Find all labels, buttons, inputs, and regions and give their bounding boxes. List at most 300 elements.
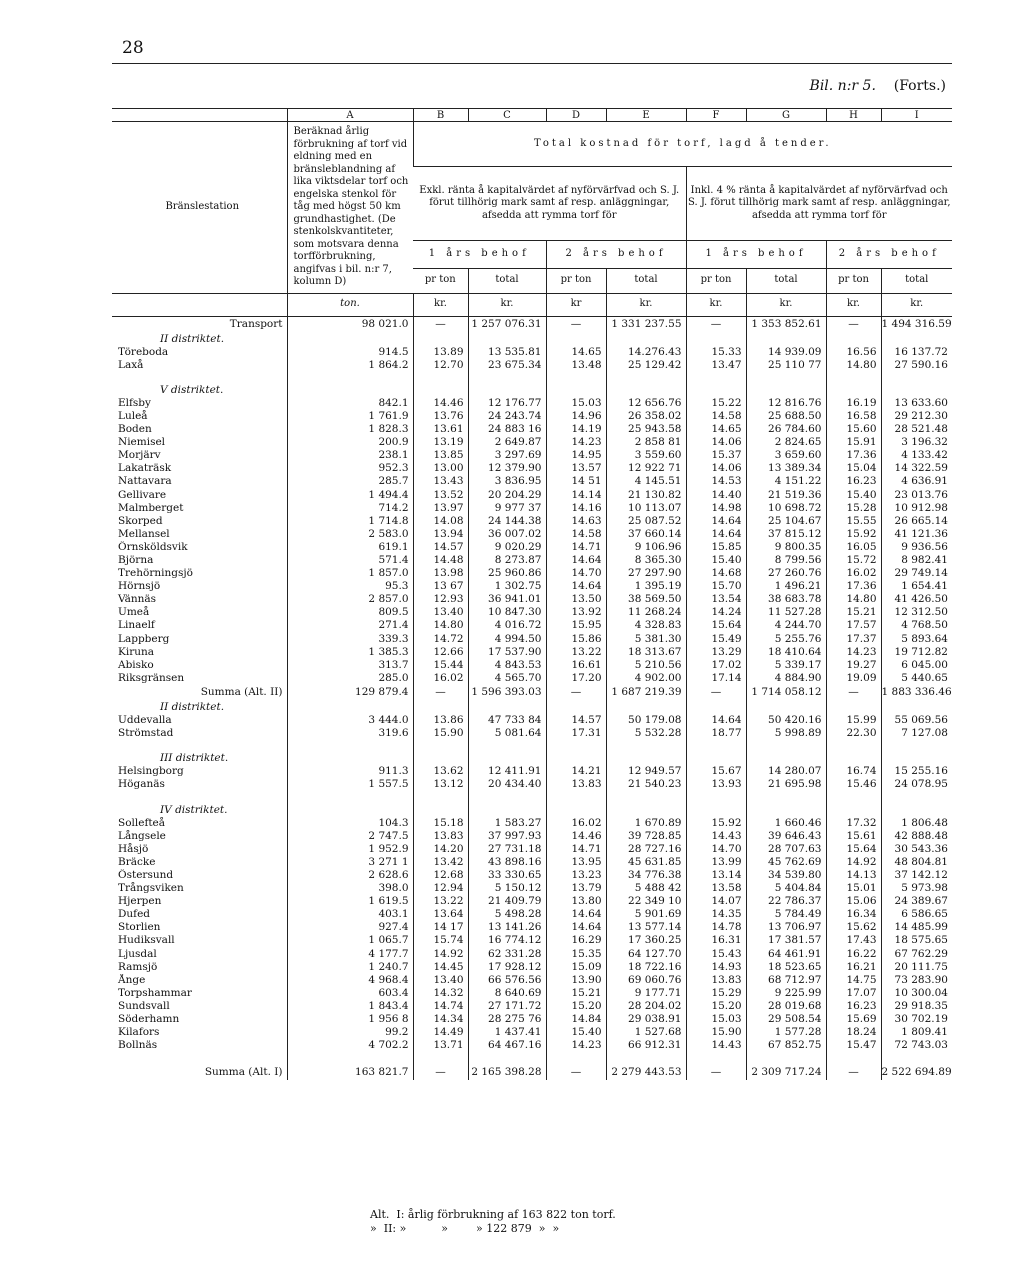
station-name: Töreboda (118, 345, 169, 358)
cell-a: 1 385.3 (287, 646, 413, 659)
cell-f: — (686, 685, 746, 701)
cell-f: 13.29 (686, 646, 746, 659)
cell-e: 50 179.08 (606, 714, 686, 727)
two-year-need: 2 års behof (826, 241, 952, 268)
cell-g: 2 824.65 (746, 436, 826, 449)
cell-i: 12 312.50 (881, 606, 952, 619)
cell-e: 18 722.16 (606, 961, 686, 974)
cell-b: 13.40 (413, 974, 468, 987)
cell-a: 398.0 (287, 882, 413, 895)
cell-c: 64 467.16 (468, 1039, 546, 1052)
cell-i: 23 013.76 (881, 489, 952, 502)
cell-f: 14.06 (686, 436, 746, 449)
cell-c: 1 596 393.03 (468, 685, 546, 701)
cell-d: 14.23 (546, 1039, 606, 1052)
table-row (112, 502, 952, 515)
cell-i: 7 127.08 (881, 727, 952, 740)
cell-h: 17.32 (826, 817, 881, 830)
cell-d: 16.02 (546, 817, 606, 830)
table-row (112, 475, 952, 488)
cell-b: 15.18 (413, 817, 468, 830)
cell-c: 37 997.93 (468, 830, 546, 843)
cell-e: 21 540.23 (606, 778, 686, 791)
cell-h: 17.57 (826, 619, 881, 632)
station-name: Sollefteå (118, 816, 166, 829)
cell-c: 5 498.28 (468, 908, 546, 921)
spacer-row (112, 372, 952, 384)
cell-i: 67 762.29 (881, 948, 952, 961)
unit-label: kr. (686, 293, 746, 316)
cell-c: 25 960.86 (468, 567, 546, 580)
cell-h: 15.92 (826, 528, 881, 541)
cell-d: — (546, 685, 606, 701)
district-heading: III distriktet. (160, 752, 229, 765)
cell-i: 29 212.30 (881, 410, 952, 423)
cell-c: 4 843.53 (468, 659, 546, 672)
table-row (112, 974, 952, 987)
station-name: Luleå (118, 409, 148, 422)
cell-g: 14 939.09 (746, 346, 826, 359)
total-cost-title: Total kostnad för torf, lagd å tender. (413, 122, 952, 167)
cell-a: 603.4 (287, 987, 413, 1000)
cell-b: 14.80 (413, 619, 468, 632)
cell-f: 13.47 (686, 359, 746, 372)
cell-i: 9 936.56 (881, 541, 952, 554)
column-letter: C (468, 109, 546, 122)
cell-a: 339.3 (287, 633, 413, 646)
cell-i: 20 111.75 (881, 961, 952, 974)
cell-g: 28 019.68 (746, 1000, 826, 1013)
unit-label: kr. (881, 293, 952, 316)
cell-h: 15.61 (826, 830, 881, 843)
table-row (112, 515, 952, 528)
cell-i: 15 255.16 (881, 765, 952, 778)
exkl-header: Exkl. ränta å kapitalvärdet af nyförvärfvad och S. J. förut tillhörig mark samt af resp. anläggningar, afsedda att rymma torf för (413, 166, 686, 241)
cell-c: 20 434.40 (468, 778, 546, 791)
total-header: total (606, 268, 686, 293)
table-row (112, 727, 952, 740)
table-row (112, 423, 952, 436)
cell-f: 15.03 (686, 1013, 746, 1026)
cell-e: 2 279 443.53 (606, 1064, 686, 1080)
table-row (112, 1039, 952, 1052)
cell-i: 27 590.16 (881, 359, 952, 372)
table-row (112, 1000, 952, 1013)
cell-e: 5 532.28 (606, 727, 686, 740)
cell-c: 13 141.26 (468, 921, 546, 934)
table-row (112, 593, 952, 606)
table-row (112, 948, 952, 961)
cell-e: 12 656.76 (606, 397, 686, 410)
table-row (112, 869, 952, 882)
cell-e: 17 360.25 (606, 934, 686, 947)
cell-d: 14.84 (546, 1013, 606, 1026)
cell-i: 29 749.14 (881, 567, 952, 580)
cell-g: 5 784.49 (746, 908, 826, 921)
cell-a: 842.1 (287, 397, 413, 410)
cell-a: 313.7 (287, 659, 413, 672)
cell-b: 13.64 (413, 908, 468, 921)
table-row (112, 856, 952, 869)
cell-c: 9 020.29 (468, 541, 546, 554)
cell-a: 914.5 (287, 346, 413, 359)
cell-b: 13.76 (413, 410, 468, 423)
district-heading: IV distriktet. (160, 803, 228, 816)
cell-c: 20 204.29 (468, 489, 546, 502)
cell-c: 21 409.79 (468, 895, 546, 908)
cell-i: 30 702.19 (881, 1013, 952, 1026)
spacer-row (112, 1052, 952, 1064)
alt-note-2: » II: » » » 122 879 » » (370, 1222, 560, 1235)
cell-i: 1 883 336.46 (881, 685, 952, 701)
cell-a: 571.4 (287, 554, 413, 567)
cell-a: 4 968.4 (287, 974, 413, 987)
cell-g: 5 339.17 (746, 659, 826, 672)
station-name: Trehörningsjö (118, 567, 193, 580)
cell-i: 1 806.48 (881, 817, 952, 830)
cell-a: 2 747.5 (287, 830, 413, 843)
summary-row (112, 316, 952, 333)
cell-h: 16.23 (826, 1000, 881, 1013)
cell-g: 25 104.67 (746, 515, 826, 528)
cell-g: 38 683.78 (746, 593, 826, 606)
cell-f: — (686, 1064, 746, 1080)
cell-e: 45 631.85 (606, 856, 686, 869)
cell-i: 1 809.41 (881, 1026, 952, 1039)
cell-c: 12 379.90 (468, 462, 546, 475)
cell-h: 14.13 (826, 869, 881, 882)
cell-h: 15.99 (826, 714, 881, 727)
cell-c: 1 437.41 (468, 1026, 546, 1039)
cell-b: 15.74 (413, 934, 468, 947)
cell-i: 6 045.00 (881, 659, 952, 672)
cell-d: 15.40 (546, 1026, 606, 1039)
cell-a: 104.3 (287, 817, 413, 830)
cell-a: 714.2 (287, 502, 413, 515)
table-row (112, 830, 952, 843)
station-name: Strömstad (118, 727, 174, 740)
cell-c: 62 331.28 (468, 948, 546, 961)
cell-b: 14.72 (413, 633, 468, 646)
cell-d: 13.50 (546, 593, 606, 606)
cell-h: — (826, 685, 881, 701)
cell-h: 17.37 (826, 633, 881, 646)
cell-d: 14.96 (546, 410, 606, 423)
district-heading: II distriktet. (160, 332, 225, 345)
cell-i: 4 133.42 (881, 449, 952, 462)
cell-b: 14.45 (413, 961, 468, 974)
cell-e: 25 087.52 (606, 515, 686, 528)
cell-g: 64 461.91 (746, 948, 826, 961)
table-row (112, 1013, 952, 1026)
cell-e: 22 349 10 (606, 895, 686, 908)
cell-f: 13.58 (686, 882, 746, 895)
summary-row (112, 1064, 952, 1080)
cell-a: 809.5 (287, 606, 413, 619)
unit-label: kr. (826, 293, 881, 316)
cell-h: 16.21 (826, 961, 881, 974)
cell-d: 14.14 (546, 489, 606, 502)
cell-a: 271.4 (287, 619, 413, 632)
table-row (112, 961, 952, 974)
cell-b: 13.98 (413, 567, 468, 580)
cell-d: 14.21 (546, 765, 606, 778)
district-heading-row (112, 804, 952, 817)
cell-i: 42 888.48 (881, 830, 952, 843)
table-row (112, 541, 952, 554)
cell-i: 14 485.99 (881, 921, 952, 934)
cell-h: 17.36 (826, 580, 881, 593)
table-row (112, 778, 952, 791)
cell-e: 38 569.50 (606, 593, 686, 606)
cell-d: 15.20 (546, 1000, 606, 1013)
cell-i: 73 283.90 (881, 974, 952, 987)
cell-d: 16.29 (546, 934, 606, 947)
cell-b: 12.68 (413, 869, 468, 882)
cell-i: 24 389.67 (881, 895, 952, 908)
cell-b: 13.19 (413, 436, 468, 449)
cell-a: 285.7 (287, 475, 413, 488)
cell-h: 15.60 (826, 423, 881, 436)
station-name: Helsingborg (118, 765, 184, 778)
cell-g: 37 815.12 (746, 528, 826, 541)
cell-e: 1 687 219.39 (606, 685, 686, 701)
cell-e: 11 268.24 (606, 606, 686, 619)
cell-b: 13.85 (413, 449, 468, 462)
cell-a: 403.1 (287, 908, 413, 921)
cell-g: 4 151.22 (746, 475, 826, 488)
cell-c: 27 171.72 (468, 1000, 546, 1013)
table-row (112, 580, 952, 593)
cell-b: 14.48 (413, 554, 468, 567)
unit-label: ton. (287, 293, 413, 316)
table-row (112, 449, 952, 462)
cell-g: 39 646.43 (746, 830, 826, 843)
cell-e: 9 106.96 (606, 541, 686, 554)
cell-c: 5 081.64 (468, 727, 546, 740)
cell-d: 14.71 (546, 541, 606, 554)
cell-h: 14.75 (826, 974, 881, 987)
cell-a: 99.2 (287, 1026, 413, 1039)
pr-ton-header: pr ton (686, 268, 746, 293)
cell-h: 15.91 (826, 436, 881, 449)
cell-c: 66 576.56 (468, 974, 546, 987)
cell-i: 4 768.50 (881, 619, 952, 632)
cell-g: 1 660.46 (746, 817, 826, 830)
cell-h: 16.58 (826, 410, 881, 423)
cell-g: 9 800.35 (746, 541, 826, 554)
cell-g: 1 714 058.12 (746, 685, 826, 701)
cell-f: 15.20 (686, 1000, 746, 1013)
cell-f: 14.68 (686, 567, 746, 580)
table-row (112, 554, 952, 567)
table-row (112, 410, 952, 423)
cell-a: 1 864.2 (287, 359, 413, 372)
column-letter: E (606, 109, 686, 122)
table-row (112, 672, 952, 685)
cell-c: 33 330.65 (468, 869, 546, 882)
cell-h: 15.72 (826, 554, 881, 567)
cell-e: 34 776.38 (606, 869, 686, 882)
table-row (112, 359, 952, 372)
station-name: Kilafors (118, 1026, 160, 1039)
cell-c: 43 898.16 (468, 856, 546, 869)
cell-e: 64 127.70 (606, 948, 686, 961)
table-row (112, 714, 952, 727)
station-name: Långsele (118, 829, 166, 842)
cell-c: 13 535.81 (468, 346, 546, 359)
cell-e: 14.276.43 (606, 346, 686, 359)
cell-i: 14 322.59 (881, 462, 952, 475)
unit-label: kr. (606, 293, 686, 316)
column-letter: F (686, 109, 746, 122)
pr-ton-header: pr ton (413, 268, 468, 293)
summary-label: Summa (Alt. II) (200, 686, 283, 699)
cell-d: 14.65 (546, 346, 606, 359)
unit-label: kr (546, 293, 606, 316)
one-year-need: 1 års behof (413, 241, 546, 268)
cell-g: 1 353 852.61 (746, 316, 826, 333)
cell-d: 14.16 (546, 502, 606, 515)
cell-h: 19.27 (826, 659, 881, 672)
cell-g: 5 998.89 (746, 727, 826, 740)
cell-a: 2 583.0 (287, 528, 413, 541)
cell-a: 1 843.4 (287, 1000, 413, 1013)
station-name: Ramsjö (118, 960, 158, 973)
top-rule (112, 63, 952, 64)
cell-a: 163 821.7 (287, 1064, 413, 1080)
total-header: total (746, 268, 826, 293)
station-name: Nattavara (118, 475, 172, 488)
cell-c: 2 649.87 (468, 436, 546, 449)
cell-e: 12 922 71 (606, 462, 686, 475)
cell-e: 12 949.57 (606, 765, 686, 778)
cell-f: 14.64 (686, 528, 746, 541)
table-row (112, 462, 952, 475)
cell-g: 68 712.97 (746, 974, 826, 987)
cell-g: 45 762.69 (746, 856, 826, 869)
cell-d: 16.61 (546, 659, 606, 672)
cell-h: 15.28 (826, 502, 881, 515)
cell-d: 14.46 (546, 830, 606, 843)
cell-f: 14.43 (686, 830, 746, 843)
cell-b: 13.71 (413, 1039, 468, 1052)
alt-note-1: Alt. I: årlig förbrukning af 163 822 ton torf. (370, 1208, 616, 1221)
station-name: Ånge (118, 973, 146, 986)
cell-e: 4 145.51 (606, 475, 686, 488)
table-row (112, 908, 952, 921)
table-row (112, 987, 952, 1000)
cell-f: 14.35 (686, 908, 746, 921)
cell-b: 14.08 (413, 515, 468, 528)
station-name: Skorped (118, 514, 163, 527)
cell-a: 238.1 (287, 449, 413, 462)
cell-g: 11 527.28 (746, 606, 826, 619)
cell-g: 8 799.56 (746, 554, 826, 567)
cell-h: 16.19 (826, 397, 881, 410)
cell-f: 15.85 (686, 541, 746, 554)
cell-c: 17 537.90 (468, 646, 546, 659)
cell-a: 1 065.7 (287, 934, 413, 947)
station-name: Lappberg (118, 632, 170, 645)
cell-f: 14.93 (686, 961, 746, 974)
cell-g: 2 309 717.24 (746, 1064, 826, 1080)
one-year-need: 1 års behof (686, 241, 826, 268)
cell-f: 14.06 (686, 462, 746, 475)
cell-h: 16.05 (826, 541, 881, 554)
table-row (112, 1026, 952, 1039)
cell-c: 12 411.91 (468, 765, 546, 778)
cell-c: 23 675.34 (468, 359, 546, 372)
cell-a: 1 494.4 (287, 489, 413, 502)
cell-b: 14 17 (413, 921, 468, 934)
cell-a: 3 444.0 (287, 714, 413, 727)
cell-c: 12 176.77 (468, 397, 546, 410)
cell-b: 13.83 (413, 830, 468, 843)
table-row (112, 765, 952, 778)
cell-f: 15.22 (686, 397, 746, 410)
cell-a: 2 857.0 (287, 593, 413, 606)
cell-h: 15.69 (826, 1013, 881, 1026)
cell-e: 1 527.68 (606, 1026, 686, 1039)
cell-e: 28 204.02 (606, 1000, 686, 1013)
cell-c: 1 302.75 (468, 580, 546, 593)
cell-b: 14.74 (413, 1000, 468, 1013)
station-name: Sundsvall (118, 999, 170, 1012)
cell-a: 319.6 (287, 727, 413, 740)
cell-e: 66 912.31 (606, 1039, 686, 1052)
cell-f: 15.90 (686, 1026, 746, 1039)
cell-c: 28 275 76 (468, 1013, 546, 1026)
table-row (112, 646, 952, 659)
cell-h: — (826, 316, 881, 333)
cell-b: 13.97 (413, 502, 468, 515)
station-name: Kiruna (118, 645, 155, 658)
cell-e: 5 901.69 (606, 908, 686, 921)
cell-h: 17.36 (826, 449, 881, 462)
cell-c: 36 007.02 (468, 528, 546, 541)
cell-h: 18.24 (826, 1026, 881, 1039)
station-name: Björna (118, 554, 154, 566)
cell-i: 19 712.82 (881, 646, 952, 659)
table-row (112, 921, 952, 934)
cell-e: 39 728.85 (606, 830, 686, 843)
station-name: Ljusdal (118, 947, 157, 960)
column-letter-row (112, 109, 952, 122)
cell-h: 19.09 (826, 672, 881, 685)
table-header (112, 122, 952, 317)
cell-d: 13.48 (546, 359, 606, 372)
cell-a: 1 240.7 (287, 961, 413, 974)
cell-d: 13.79 (546, 882, 606, 895)
cell-f: 15.64 (686, 619, 746, 632)
cell-a: 1 952.9 (287, 843, 413, 856)
cell-g: 4 884.90 (746, 672, 826, 685)
cell-g: 17 381.57 (746, 934, 826, 947)
cell-i: 16 137.72 (881, 346, 952, 359)
cell-a: 4 177.7 (287, 948, 413, 961)
cell-f: 13.54 (686, 593, 746, 606)
cell-h: 14.80 (826, 359, 881, 372)
cell-b: 13.22 (413, 895, 468, 908)
cell-b: 14.92 (413, 948, 468, 961)
cell-b: 16.02 (413, 672, 468, 685)
cell-i: 3 196.32 (881, 436, 952, 449)
cell-g: 10 698.72 (746, 502, 826, 515)
cell-b: 13.00 (413, 462, 468, 475)
cell-c: 4 565.70 (468, 672, 546, 685)
cell-f: 15.49 (686, 633, 746, 646)
